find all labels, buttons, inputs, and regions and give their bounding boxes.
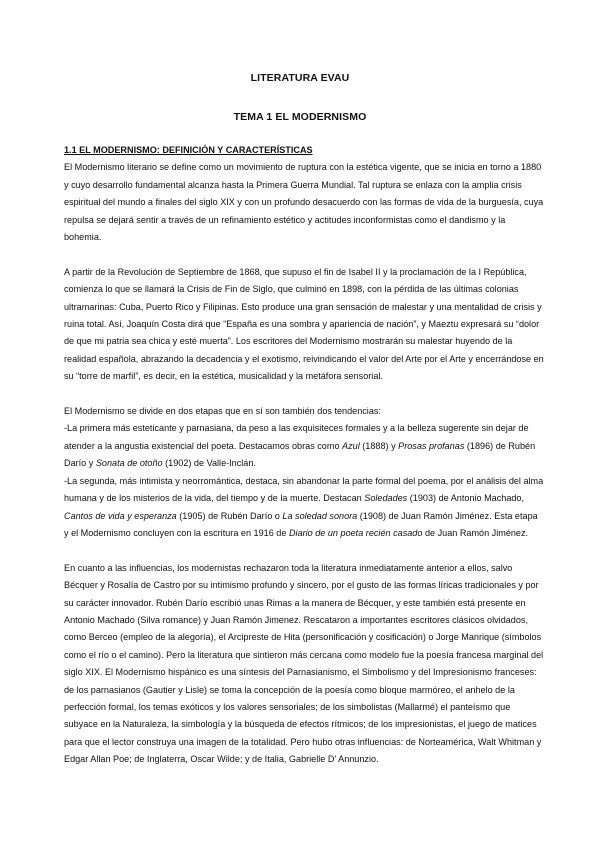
work-title: Azul <box>342 440 360 451</box>
paragraph-definition: El Modernismo literario se define como un movimiento de ruptura con la estética vigente, que se inicia en torno a 1880 y cuyo desarrollo fundamental alcanza hasta la Primera Guerra Mundial. Tal ruptura se enlaza con la amplia crisis espiritual del mundo a finales del siglo XIX y con un profundo desacuerdo con las formas de vida de la burguesía, cuya repulsa se dejará sentir a través de un refinamiento estético y actitudes inconformistas como el dandismo y la bohemia. <box>64 162 544 243</box>
work-title: La soledad sonora <box>282 510 358 521</box>
document-title: LITERATURA EVAU <box>250 72 350 84</box>
work-title: Cantos de vida y esperanza <box>64 510 177 521</box>
work-title: Diario de un poeta recién casado <box>288 527 423 538</box>
work-title: Prosas profanas <box>398 440 465 451</box>
paragraph-context: A partir de la Revolución de Septiembre de 1868, que supuso el fin de Isabel II y la proclamación de la I República, comienza lo que se llamará la Crisis de Fin de Siglo, que culminó en 1898, con la pérdida de las últimas colonias ultramarinas: Cuba, Puerto Rico y Filipinas. Esto produce una gran sensación de malestar y una mentalidad de crisis y ruina total. Así, Joaquín Costa dirá que “España es una sombra y apariencia de nación”, y Maeztu expresará su “dolor de que mi patria sea chica y esté muerta”. Los escritores del Modernismo mostrarán su malestar huyendo de la realidad española, abrazando la decadencia y el exotismo, reivindicando el valor del Arte por el Arte y encerrándose en su “torre de marfil”, es decir, en la estética, musicalidad y la metáfora sensorial. <box>64 266 544 382</box>
document-body <box>64 142 544 769</box>
section-heading: 1.1 EL MODERNISMO: DEFINICIÓN Y CARACTERÍSTICAS <box>64 145 313 155</box>
paragraph-stages-intro: El Modernismo se divide en dos etapas que en sí son también dos tendencias: <box>64 406 381 417</box>
paragraph-influences: En cuanto a las influencias, los modernistas rechazaron toda la literatura inmediatamente anterior a ellos, salvo Bécquer y Rosalía de Castro por su intimismo profundo y sincero, por el gusto de las formas líricas tradicionales y por su carácter innovador. Rubén Darío escribió unas Rimas a la manera de Bécquer, y este también está presente en Antonio Machado (Silva romance) y Juan Ramón Jimenez. Rescataron a importantes escritores clásicos olvidados, como Berceo (empleo de la alegoría), el Arcipreste de Hita (personificación y cosificación) o Jorge Manrique (símbolos como el río o el camino). Pero la literatura que sintieron más cercana como modelo fue la poesía francesa marginal del siglo XIX. El Modernismo hispánico es una síntesis del Parnasianismo, el Simbolismo y del Impresionismo franceses: de los parnasianos (Gautier y Lisle) se toma la concepción de la poesía como bloque marmóreo, el anhelo de la perfección formal, los temas exóticos y los valores sensoriales; de los simbolistas (Mallarmé) el panteísmo que subyace en la Naturaleza, la simbología y la búsqueda de efectos rítmicos; de los impresionistas, el juego de matices para que el lector construya una imagen de la totalidad. Pero hubo otras influencias: de Norteamérica, Walt Whitman y Edgar Allan Poe; de Inglaterra, Oscar Wilde; y de Italia, Gabrielle D’ Annunzio. <box>64 562 544 765</box>
document-subtitle: TEMA 1 EL MODERNISMO <box>233 111 367 123</box>
work-title: Soledades <box>364 493 408 504</box>
paragraph-second-stage: -La segunda, más intimista y neorromántica, destaca, sin abandonar la parte formal del poema, por el análisis del alma humana y de los misterios de la vida, del tiempo y de la muerte. Destacan Soledades (1903) de Antonio Machado, Cantos de vida y esperanza (1905) de Rubén Darío o La soledad sonora (1908) de Juan Ramón Jiménez. Esta etapa y el Modernismo concluyen con la escritura en 1916 de Diario de un poeta recién casado de Juan Ramón Jiménez. <box>64 475 544 538</box>
paragraph-first-stage: -La primera más esteticante y parnasiana, da peso a las exquisiteces formales y a la belleza sugerente sin dejar de atender a la angustia existencial del poeta. Destacamos obras como Azul (1888) y Prosas profanas (1896) de Rubén Darío y Sonata de otoño (1902) de Valle-Inclán. <box>64 423 536 469</box>
work-title: Sonata de otoño <box>95 458 163 469</box>
